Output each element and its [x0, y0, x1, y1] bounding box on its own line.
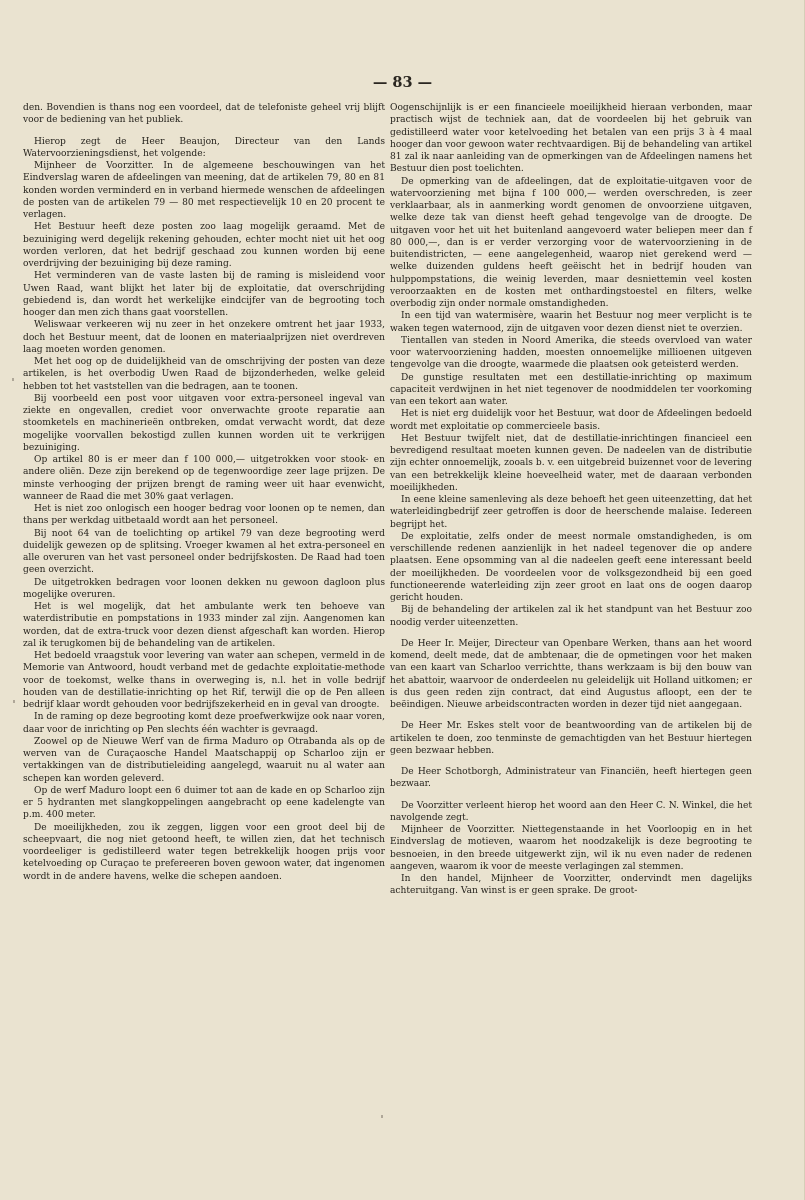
paragraph: Het is niet zoo onlogisch een hooger bedrag voor loonen op te nemen, dan thans per werkdag uitbetaald wordt aan het personeel.: [23, 504, 385, 527]
paragraph: De Heer Ir. Meijer, Directeur van Openbare Werken, thans aan het woord komend, deelt mede, dat de ambtenaar, die de opmetingen voor het maken van een kaart van Scharloo verrichtte, thans werkzaam is bij den bouw van het abattoir, waarvoor de onderdeelen nu geleidelijk uit Holland uitkomen; er is dus geen reden zijn contract, dat eind Augustus afloopt, een der te beëindigen. Nieuwe arbeidscontracten worden in dezer tijd niet aangegaan.: [390, 638, 752, 710]
paragraph: Mijnheer de Voorzitter. Niettegenstaande in het Voorloopig en in het Eindverslag de motieven, waarom het noodzakelijk is deze begrooting te besnoeien, in den breede uitgewerkt zijn, wil ik nu even nader de redenen aangeven, waarom ik voor de meeste verlagingen zal stemmen.: [390, 825, 752, 872]
paragraph: De exploitatie, zelfs onder de meest normale omstandigheden, is om verschillende redenen aanzienlijk in het nadeel tegenover die op andere plaatsen. Eene opsomming van al die nadeelen geeft eene interessant beeld der moeilijkheden. De voordeelen voor de volksgezondheid bij een goed functioneerende waterleiding zijn zeer groot en laat ons de oogen daarop gericht houden.: [390, 531, 752, 603]
paragraph: Het is niet erg duidelijk voor het Bestuur, wat door de Afdeelingen bedoeld wordt met exploitatie op commercieele basis.: [390, 409, 752, 432]
paragraph: Het verminderen van de vaste lasten bij de raming is misleidend voor Uwen Raad, want blijkt het later bij de exploitatie, dat overschrijding gebiedend is, dan wordt het werkelijke eindcijfer van de begrooting toch hooger dan men zich thans gaat voorstellen.: [23, 271, 385, 318]
paragraph: De moeilijkheden, zou ik zeggen, liggen voor een groot deel bij de scheepvaart, die nog niet getoond heeft, te willen zien, dat het technisch voordeeliger is gedistilleerd water tegen betrekkelijk hoogen prijs voor ketelvoeding op Curaçao te prefereeren boven gewoon water, dat ingenomen wordt in de andere havens, welke die schepen aandoen.: [23, 822, 385, 882]
scan-speck: [12, 378, 14, 381]
paragraph: Bij de behandeling der artikelen zal ik het standpunt van het Bestuur zoo noodig verder uiteenzetten.: [390, 605, 752, 628]
paragraph: In een tijd van watermisère, waarin het Bestuur nog meer verplicht is te waken tegen waternood, zijn de uitgaven voor dezen dienst niet te overzien.: [390, 311, 752, 334]
paragraph: Bij noot 64 van de toelichting op artikel 79 van deze begrooting werd duidelijk gewezen op de splitsing. Vroeger kwamen al het extra-personeel en alle overuren van het vast personeel onder bedrijfskosten. De Raad had toen geen overzicht.: [23, 528, 385, 576]
paragraph: In den handel, Mijnheer de Voorzitter, ondervindt men dagelijks achteruitgang. Van winst is er geen sprake. De groot-: [390, 874, 752, 897]
paragraph: In de raming op deze begrooting komt deze proefwerkwijze ook naar voren, daar voor de inrichting op Pen slechts één wachter is gevraagd.: [23, 712, 385, 735]
paragraph: Met het oog op de duidelijkheid van de omschrijving der posten van deze artikelen, is het overbodig Uwen Raad de bijzonderheden, welke geleid hebben tot het vaststellen van die bedragen, aan te toonen.: [23, 357, 385, 392]
paragraph: Het bedoeld vraagstuk voor levering van water aan schepen, vermeld in de Memorie van Antwoord, houdt verband met de gedachte exploitatie-methode voor de toekomst, welke thans in overweging is, n.l. het in volle bedrijf houden van de destillatie-inrichting op het Rif, terwijl die op de Pen alleen bedrijf klaar wordt gehouden voor bedrijfszekerheid en in geval van droogte.: [23, 651, 385, 710]
paragraph: Tientallen van steden in Noord Amerika, die steeds overvloed van water voor watervoorziening hadden, moesten onnoemelijke millioenen uitgeven tengevolge van die droogte, waarmede die plaatsen ook geteisterd werden.: [390, 335, 752, 371]
paragraph: Op de werf Maduro loopt een 6 duimer tot aan de kade en op Scharloo zijn er 5 hydranten met slangkoppelingen aangebracht op eene kadelengte van p.m. 400 meter.: [23, 785, 385, 821]
left-column: [23, 102, 385, 883]
paragraph: De opmerking van de afdeelingen, dat de exploitatie-uitgaven voor de watervoorziening met bijna f 100 000,— werden overschreden, is zeer verklaarbaar, als in aanmerking wordt genomen de onvoorziene uitgaven, welke deze tak van dienst heeft gehad tengevolge van de droogte. De uitgaven voor het uit het buitenland aangevoerd water beliepen meer dan f 80 000,—, dan is er verder verzorging voor de watervoorziening in de buitendistricten, — eene aangelegenheid, waarop niet gerekend werd — welke duizenden guldens heeft geëischt het in bedrijf houden van hulppompstations, die weinig leverden, maar desniettemin veel kosten veroorzaakten en de kosten met onthardingstoestel en filters, welke overbodig zijn onder normale omstandigheden.: [390, 176, 752, 309]
paragraph: Zoowel op de Nieuwe Werf van de firma Maduro op Otrabanda als op de werven van de Curaçaosche Handel Maatschappij op Scharloo zijn er vertakkingen van de distributieleiding aangelegd, waaruit nu al water aan schepen kan worden geleverd.: [23, 736, 385, 784]
paragraph: Het is wel mogelijk, dat het ambulante werk ten behoeve van waterdistributie en pompstations in 1933 minder zal zijn. Aangenomen kan worden, dat de extra-truck voor dezen dienst afgeschaft kan worden. Hierop zal ik terugkomen bij de behandeling van de artikelen.: [23, 602, 385, 649]
paragraph: Weliswaar verkeeren wij nu zeer in het onzekere omtrent het jaar 1933, doch het Bestuur meent, dat de loonen en materiaalprijzen niet overdreven laag moeten worden genomen.: [23, 320, 385, 355]
paragraph: De Voorzitter verleent hierop het woord aan den Heer C. N. Winkel, die het navolgende zegt.: [390, 800, 752, 823]
paragraph: De uitgetrokken bedragen voor loonen dekken nu gewoon dagloon plus mogelijke overuren.: [23, 577, 385, 600]
paragraph: den. Bovendien is thans nog een voordeel, dat de telefoniste geheel vrij blijft voor de bediening van het publiek.: [23, 103, 385, 126]
paragraph: De Heer Mr. Eskes stelt voor de beantwoording van de artikelen bij de artikelen te doen, zoo tenminste de gemachtigden van het Bestuur hiertegen geen bezwaar hebben.: [390, 721, 752, 756]
paragraph: De gunstige resultaten met een destillatie-inrichting op maximum capaciteit verdwijnen in het niet tegenover de noodmiddelen ter voorkoming van een tekort aan water.: [390, 372, 752, 407]
scan-speck: [13, 700, 15, 703]
paragraph: Hierop zegt de Heer Beaujon, Directeur van den Lands Watervoorzieningsdienst, het volgende:: [23, 136, 385, 159]
paragraph: Bij voorbeeld een post voor uitgaven voor extra-personeel ingeval van ziekte en ongevallen, crediet voor onverwachte groote reparatie aan stoomketels en machinerieën ontbreken, omdat verwacht wordt, dat deze mogelijke voorvallen bekostigd zullen kunnen worden uit te verkrijgen bezuiniging.: [23, 393, 385, 453]
paragraph: Mijnheer de Voorzitter. In de algemeene beschouwingen van het Eindverslag waren de afdeelingen van meening, dat de artikelen 79, 80 en 81 konden worden verminderd en in verband hiermede wenschen de afdeelingen de posten van de artikelen 79 — 80 met respectievelijk 10 en 20 procent te verlagen.: [23, 161, 385, 220]
right-column: [390, 102, 752, 898]
paragraph: Het Bestuur twijfelt niet, dat de destillatie-inrichtingen financieel een bevredigend resultaat moeten kunnen geven. De nadeelen van de distributie zijn echter onnoemelijk, zooals b. v. een uitgebreid buizennet voor de levering van een betrekkelijk kleine hoeveelheid water, met de daaraan verbonden moeilijkheden.: [390, 433, 752, 493]
paragraph: In eene kleine samenleving als deze behoeft het geen uiteenzetting, dat het waterleidingbedrijf zeer getroffen is door de heerschende malaise. Iedereen begrijpt het.: [390, 495, 752, 530]
page-number: — 83 —: [372, 74, 433, 91]
paragraph: Het Bestuur heeft deze posten zoo laag mogelijk geraamd. Met de bezuiniging werd degelijk rekening gehouden, echter mocht niet uit het oog worden verloren, dat het bedrijf geschaad zou kunnen worden bij eene overdrijving der bezuiniging bij deze raming.: [23, 222, 385, 269]
paragraph: Oogenschijnlijk is er een financieele moeilijkheid hieraan verbonden, maar practisch wijst de techniek aan, dat de voordeelen bij het gebruik van gedistilleerd water voor ketelvoeding het betalen van een prijs 3 à 4 maal hooger dan voor gewoon water rechtvaardigen. Bij de behandeling van artikel 81 zal ik naar aanleiding van de opmerkingen van de Afdeelingen namens het Bestuur dien post toelichten.: [390, 103, 752, 175]
scan-speck: [381, 1115, 383, 1118]
paragraph: De Heer Schotborgh, Administrateur van Financiën, heeft hiertegen geen bezwaar.: [390, 767, 752, 790]
paragraph: Op artikel 80 is er meer dan f 100 000,— uitgetrokken voor stook- en andere oliën. Deze zijn berekend op de tegenwoordige zeer lage prijzen. De minste verhooging der prijzen brengt de raming weer uit haar evenwicht, wanneer de Raad die met 30% gaat verlagen.: [23, 455, 385, 502]
